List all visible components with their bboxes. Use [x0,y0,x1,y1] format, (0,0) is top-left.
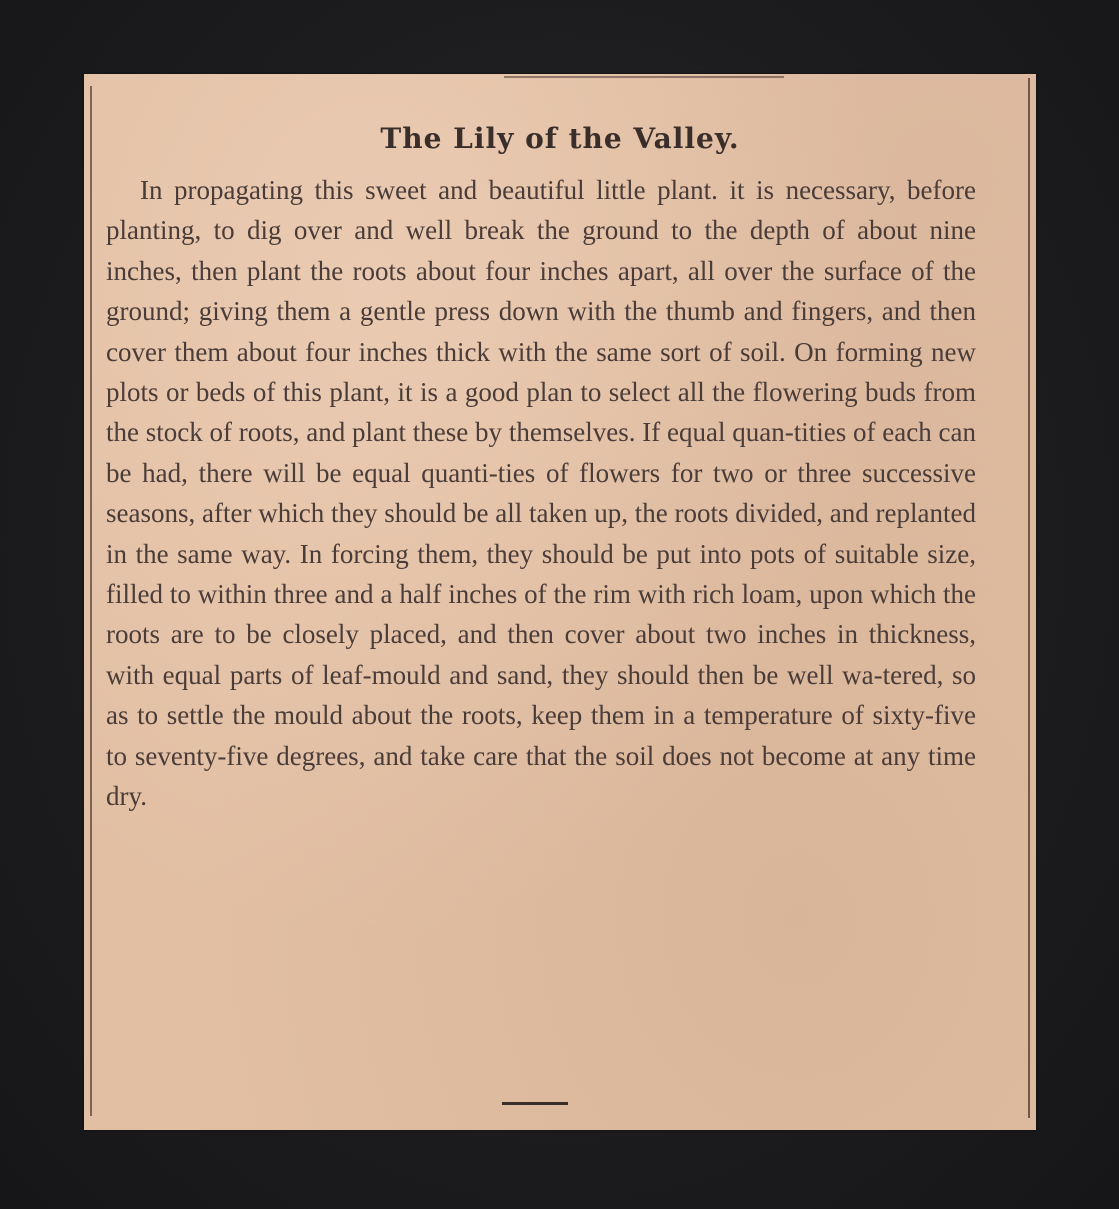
newspaper-clipping [84,74,1036,1130]
article-paragraph: In propagating this sweet and beautiful little plant. it is necessary, before planting, to dig over and well break the ground to the depth of about nine inches, then plant the roots about four inches apart, all over the surface of the ground; giving them a gentle press down with the thumb and fingers, and then cover them about four inches thick with the same sort of soil. On forming new plots or beds of this plant, it is a good plan to select all the flowering buds from the stock of roots, and plant these by themselves. If equal quan-tities of each can be had, there will be equal quanti-ties of flowers for two or three successive seasons, after which they should be all taken up, the roots divided, and replanted in the same way. In forcing them, they should be put into pots of suitable size, filled to within three and a half inches of the rim with rich loam, upon which the roots are to be closely placed, and then cover about two inches in thickness, with equal parts of leaf-mould and sand, they should then be well wa-tered, so as to settle the mould about the roots, keep them in a temperature of sixty-five to seventy-five degrees, and take care that the soil does not become at any time dry. [106,175,976,812]
right-column-rule [1028,78,1030,1118]
top-border-rule [504,76,784,78]
end-of-article-rule [502,1102,568,1105]
article-body [106,170,976,817]
article-title: The Lily of the Valley. [380,122,740,155]
left-column-rule [90,86,92,1116]
